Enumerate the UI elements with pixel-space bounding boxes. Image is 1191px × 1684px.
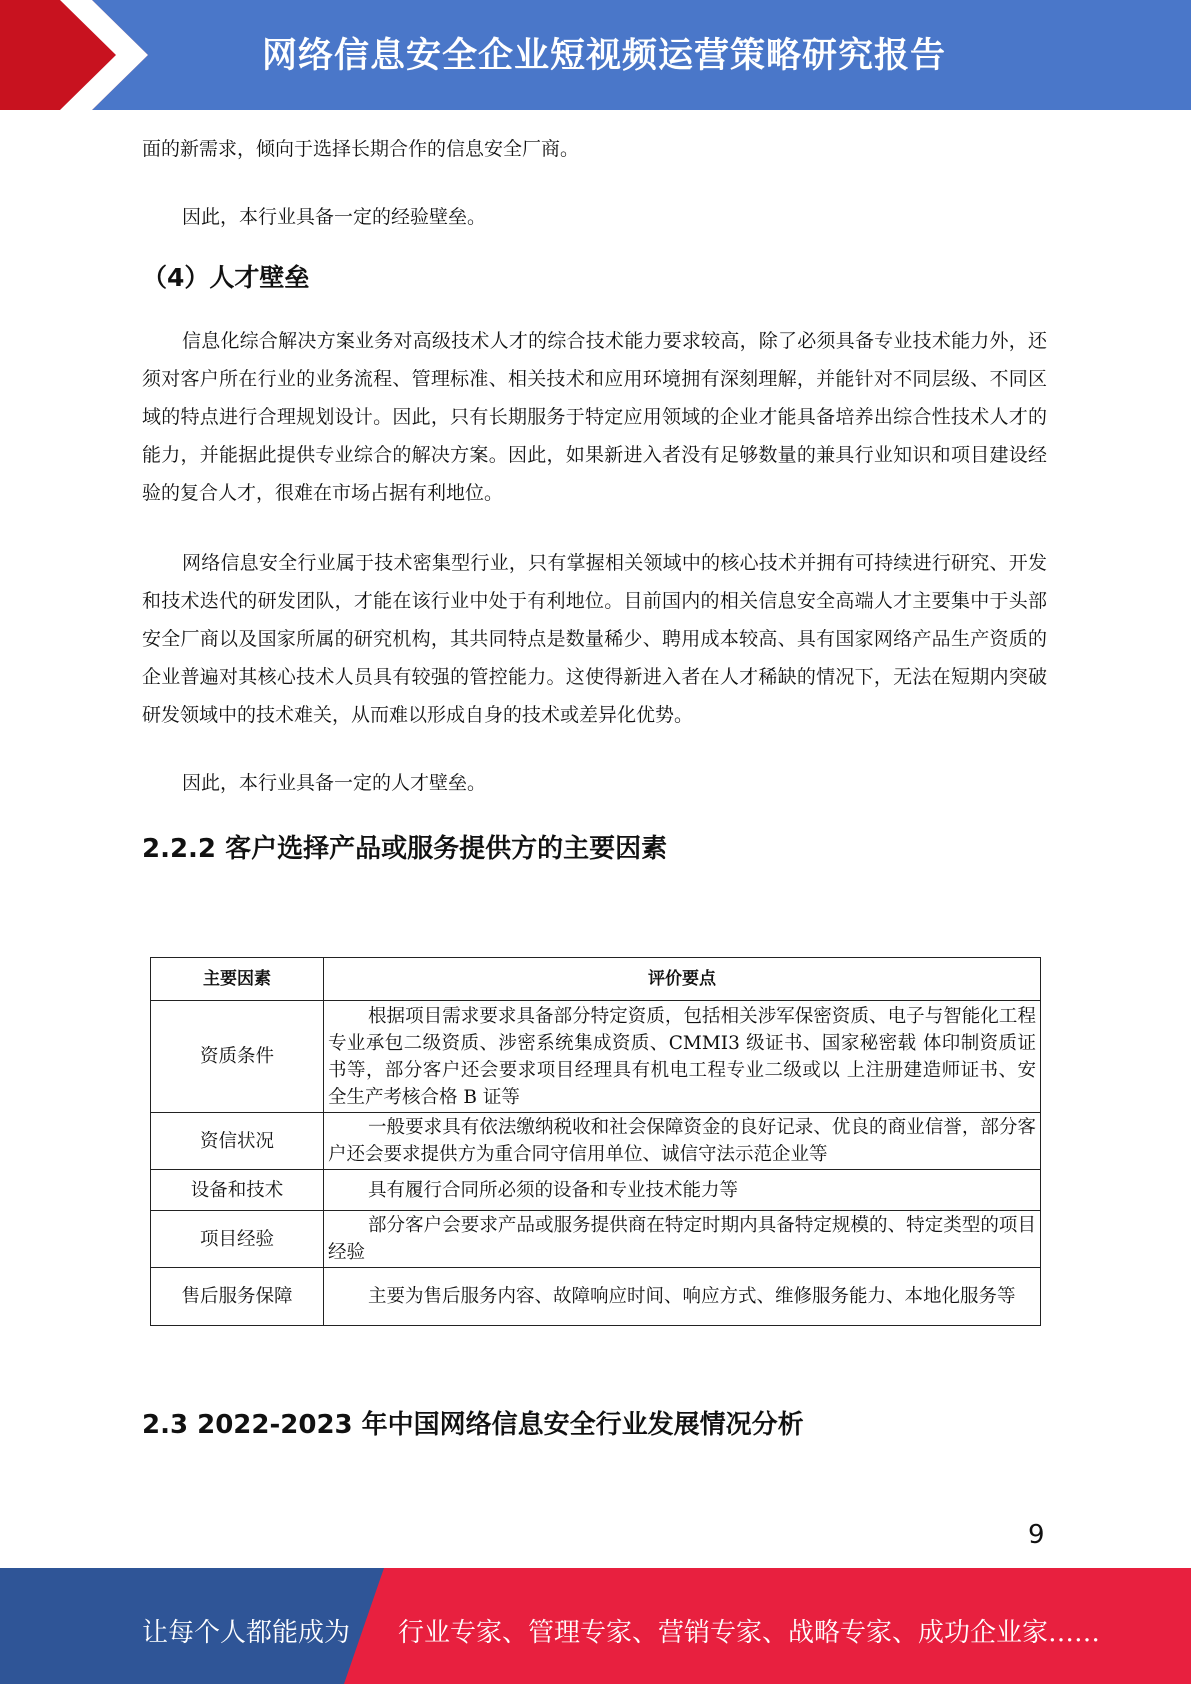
report-title: 网络信息安全企业短视频运营策略研究报告 (262, 36, 947, 76)
talent-paragraph-1: 信息化综合解决方案业务对高级技术人才的综合技术能力要求较高，除了必须具备专业技术能力外，还须对客户所在行业的业务流程、管理标准、相关技术和应用环境拥有深刻理解，并能针对不同层级、不同区域的特点进行合理规划设计。因此，只有长期服务于特定应用领域的企业才能具备培养出综合性技术人才的能力，并能据此提供专业综合的解决方案。因此，如果新进入者没有足够数量的兼具行业知识和项目建设经验的复合人才，很难在市场占据有利地位。 (142, 330, 1047, 504)
section-2-3-heading: 2.3 2022-2023 年中国网络信息安全行业发展情况分析 (142, 1410, 804, 1440)
criteria-cell: 根据项目需求要求具备部分特定资质，包括相关涉军保密资质、电子与智能化工程专业承包二级资质、涉密系统集成资质、CMMI3 级证书、国家秘密载 体印制资质证书等，部分客户还会要求项目经理具有机电工程专业二级或以 上注册建造师证书、安全生产考核合格 B 证等 (324, 1001, 1041, 1113)
table-row (151, 1170, 1041, 1211)
factor-cell: 资质条件 (151, 1001, 324, 1113)
page-body (142, 130, 1047, 865)
table-header-row (151, 958, 1041, 1001)
column-header-criteria: 评价要点 (324, 958, 1041, 1001)
footer-slogan-left: 让每个人都能成为 (142, 1618, 351, 1648)
intro-paragraph: 面的新需求，倾向于选择长期合作的信息安全厂商。 (142, 138, 580, 160)
criteria-cell: 一般要求具有依法缴纳税收和社会保障资金的良好记录、优良的商业信誉，部分客户还会要求提供方为重合同守信用单位、诚信守法示范企业等 (324, 1113, 1041, 1170)
criteria-cell: 主要为售后服务内容、故障响应时间、响应方式、维修服务能力、本地化服务等 (324, 1268, 1041, 1326)
column-header-factor: 主要因素 (151, 958, 324, 1001)
table-row (151, 1001, 1041, 1113)
criteria-cell: 部分客户会要求产品或服务提供商在特定时期内具备特定规模的、特定类型的项目经验 (324, 1211, 1041, 1268)
factor-cell: 设备和技术 (151, 1170, 324, 1211)
talent-paragraph-2: 网络信息安全行业属于技术密集型行业，只有掌握相关领域中的核心技术并拥有可持续进行研究、开发和技术迭代的研发团队，才能在该行业中处于有利地位。目前国内的相关信息安全高端人才主要集中于头部安全厂商以及国家所属的研究机构，其共同特点是数量稀少、聘用成本较高、具有国家网络产品生产资质的企业普遍对其核心技术人员具有较强的管控能力。这使得新进入者在人才稀缺的情况下，无法在短期内突破研发领域中的技术难关，从而难以形成自身的技术或差异化优势。 (142, 552, 1047, 726)
factor-cell: 项目经验 (151, 1211, 324, 1268)
page-footer (0, 1568, 1191, 1684)
factor-cell: 售后服务保障 (151, 1268, 324, 1326)
talent-barrier-heading: （4）人才壁垒 (142, 263, 310, 292)
table-row (151, 1211, 1041, 1268)
table-row (151, 1113, 1041, 1170)
header-arrow-decoration (0, 0, 300, 110)
factor-cell: 资信状况 (151, 1113, 324, 1170)
criteria-cell: 具有履行合同所必须的设备和专业技术能力等 (324, 1170, 1041, 1211)
page-header (0, 0, 1191, 110)
page-number: 9 (1028, 1520, 1045, 1550)
factors-table (150, 957, 1041, 1326)
experience-barrier-conclusion: 因此，本行业具备一定的经验壁垒。 (182, 206, 487, 228)
table-row (151, 1268, 1041, 1326)
footer-slogan-right: 行业专家、管理专家、营销专家、战略专家、成功企业家…… (398, 1618, 1101, 1648)
section-2-2-2-heading: 2.2.2 客户选择产品或服务提供方的主要因素 (142, 834, 668, 864)
talent-barrier-conclusion: 因此，本行业具备一定的人才壁垒。 (182, 772, 487, 794)
